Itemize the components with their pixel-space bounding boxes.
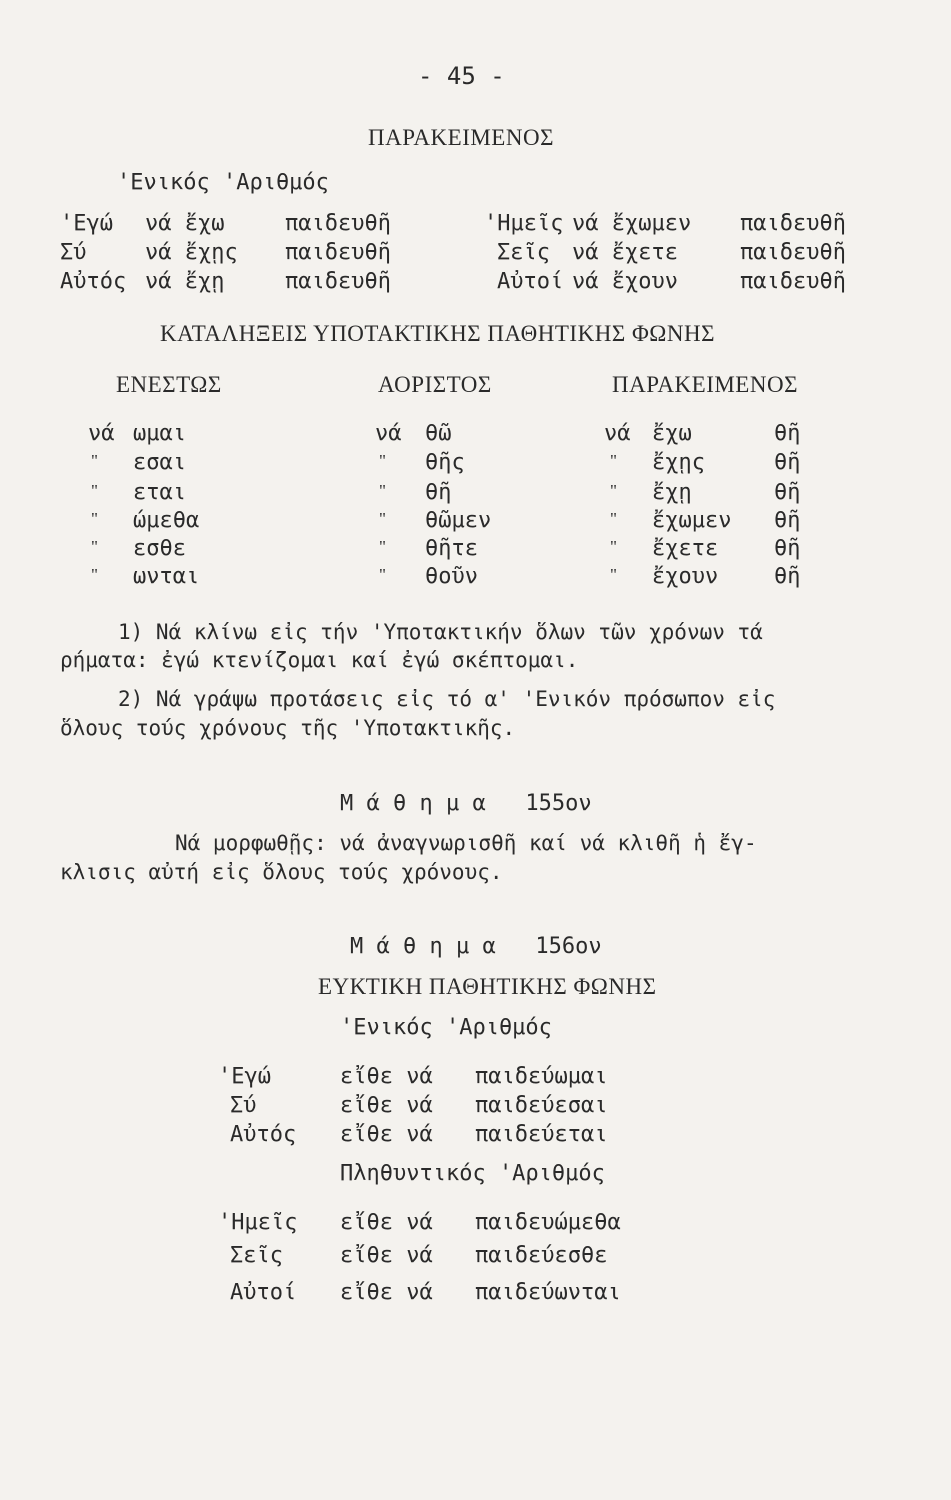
table-row-pronoun: Σύ	[230, 1093, 257, 1118]
table-row-pronoun: 'Ημεῖς	[218, 1210, 298, 1235]
ditto-mark: "	[91, 537, 98, 556]
table-row-particle: εἴθε νά	[340, 1064, 433, 1089]
lesson-156-heading: Μ ά θ η μ α 156ον	[350, 934, 602, 959]
table-row-verb: παιδεύεσθε	[475, 1243, 608, 1268]
table-row-pronoun: Αὐτός	[60, 269, 127, 294]
table-row-participle: παιδευθῆ	[740, 211, 846, 236]
perfect-ending: ἔχουν	[652, 564, 719, 589]
aorist-ending: θῆς	[425, 450, 465, 475]
table-row-pronoun: Αὐτός	[230, 1122, 297, 1147]
ditto-mark: "	[610, 537, 617, 556]
exercise-1-line-2: ρήματα: ἐγώ κτενίζομαι καί ἐγώ σκέπτομαι.	[60, 648, 579, 672]
perfect-ending: ἔχω	[652, 421, 692, 446]
ditto-mark: "	[610, 451, 617, 470]
ditto-mark: "	[91, 565, 98, 584]
ditto-mark: "	[379, 509, 386, 528]
present-ending: ώμεθα	[133, 508, 200, 533]
table-row-pronoun: Αὐτοί	[497, 269, 564, 294]
present-ending: ωμαι	[133, 421, 186, 446]
aorist-ending: θῶμεν	[425, 508, 492, 533]
perfect-suffix: θῆ	[774, 508, 801, 533]
table-row-participle: παιδευθῆ	[285, 269, 391, 294]
aorist-ending: θοῦν	[425, 564, 478, 589]
ditto-mark: "	[91, 451, 98, 470]
aorist-ending: θῶ	[425, 421, 452, 446]
perfect-ending: ἔχῃ	[652, 480, 692, 505]
exercise-2-line-1: 2) Νά γράψω προτάσεις εἰς τό α' 'Ενικόν πρόσωπον εἰς	[118, 687, 776, 711]
table-row-participle: παιδευθῆ	[740, 240, 846, 265]
table-row-particle: εἴθε νά	[340, 1093, 433, 1118]
table-row-verb: παιδεύωνται	[475, 1280, 621, 1305]
table-row-verb: παιδεύεται	[475, 1122, 608, 1147]
endings-col-present: ΕΝΕΣΤΩΣ	[116, 372, 222, 397]
lesson-155-heading: Μ ά θ η μ α 155ον	[340, 791, 592, 816]
endings-col-perfect: ΠΑΡΑΚΕΙΜΕΝΟΣ	[612, 372, 798, 397]
table-row-pronoun: 'Ημεῖς	[484, 211, 564, 236]
ditto-mark: "	[91, 481, 98, 500]
exercise-1-line-1: 1) Νά κλίνω εἰς τήν 'Υποτακτικήν ὅλων τῶν χρόνων τά	[118, 620, 763, 644]
ditto-mark: "	[379, 565, 386, 584]
lesson-156-plural-heading: Πληθυντικός 'Αριθμός	[340, 1161, 605, 1186]
ditto-mark: "	[379, 481, 386, 500]
aorist-ending: θῆ	[425, 480, 452, 505]
table-row-form: νά ἔχωμεν	[572, 211, 692, 236]
present-ending: εσθε	[133, 536, 186, 561]
table-row-pronoun: Σύ	[60, 240, 87, 265]
perfect-ending: ἔχετε	[652, 536, 719, 561]
table-row-participle: παιδευθῆ	[285, 240, 391, 265]
table-row-participle: παιδευθῆ	[740, 269, 846, 294]
table-row-particle: εἴθε νά	[340, 1122, 433, 1147]
perfect-suffix: θῆ	[774, 536, 801, 561]
ditto-mark: νά	[88, 421, 115, 446]
lesson-156-title: ΕΥΚΤΙΚΗ ΠΑΘΗΤΙΚΗΣ ΦΩΝΗΣ	[318, 974, 657, 999]
page-number: - 45 -	[418, 62, 505, 90]
ditto-mark: νά	[604, 421, 631, 446]
table-row-form: νά ἔχῃ	[145, 269, 225, 294]
table-row-verb: παιδεύεσαι	[475, 1093, 608, 1118]
present-ending: εται	[133, 480, 186, 505]
table-row-pronoun: Σεῖς	[230, 1243, 283, 1268]
table-row-form: νά ἔχῃς	[145, 240, 238, 265]
perfect-ending: ἔχῃς	[652, 450, 705, 475]
table-row-particle: εἴθε νά	[340, 1210, 433, 1235]
aorist-ending: θῆτε	[425, 536, 478, 561]
table-row-verb: παιδευώμεθα	[475, 1210, 621, 1235]
ditto-mark: "	[91, 509, 98, 528]
table-row-form: νά ἔχω	[145, 211, 225, 236]
table-row-pronoun: 'Εγώ	[60, 211, 113, 236]
endings-col-aorist: ΑΟΡΙΣΤΟΣ	[378, 372, 492, 397]
table-row-verb: παιδεύωμαι	[475, 1064, 608, 1089]
perfect-suffix: θῆ	[774, 421, 801, 446]
table-row-form: νά ἔχετε	[572, 240, 678, 265]
ditto-mark: νά	[375, 421, 402, 446]
endings-title: ΚΑΤΑΛΗΞΕΙΣ ΥΠΟΤΑΚΤΙΚΗΣ ΠΑΘΗΤΙΚΗΣ ΦΩΝΗΣ	[160, 321, 715, 346]
perfect-singular-heading: 'Ενικός 'Αριθμός	[117, 170, 329, 195]
lesson-155-line-2: κλισις αὐτή εἰς ὅλους τούς χρόνους.	[60, 860, 503, 884]
perfect-suffix: θῆ	[774, 564, 801, 589]
table-row-participle: παιδευθῆ	[285, 211, 391, 236]
table-row-pronoun: Σεῖς	[497, 240, 550, 265]
lesson-156-singular-heading: 'Ενικός 'Αριθμός	[340, 1015, 552, 1040]
exercise-2-line-2: ὅλους τούς χρόνους τῆς 'Υποτακτικῆς.	[60, 716, 516, 740]
table-row-particle: εἴθε νά	[340, 1243, 433, 1268]
present-ending: ωνται	[133, 564, 200, 589]
table-row-pronoun: Αὐτοί	[230, 1280, 297, 1305]
perfect-title: ΠΑΡΑΚΕΙΜΕΝΟΣ	[368, 125, 554, 150]
ditto-mark: "	[610, 509, 617, 528]
ditto-mark: "	[379, 537, 386, 556]
perfect-suffix: θῆ	[774, 450, 801, 475]
table-row-particle: εἴθε νά	[340, 1280, 433, 1305]
ditto-mark: "	[379, 451, 386, 470]
perfect-ending: ἔχωμεν	[652, 508, 732, 533]
lesson-155-line-1: Νά μορφωθῇς: νά ἀναγνωρισθῆ καί νά κλιθῆ ἡ ἔγ-	[175, 831, 757, 855]
present-ending: εσαι	[133, 450, 186, 475]
table-row-form: νά ἔχουν	[572, 269, 678, 294]
table-row-pronoun: 'Εγώ	[218, 1064, 271, 1089]
perfect-suffix: θῆ	[774, 480, 801, 505]
ditto-mark: "	[610, 565, 617, 584]
ditto-mark: "	[610, 481, 617, 500]
